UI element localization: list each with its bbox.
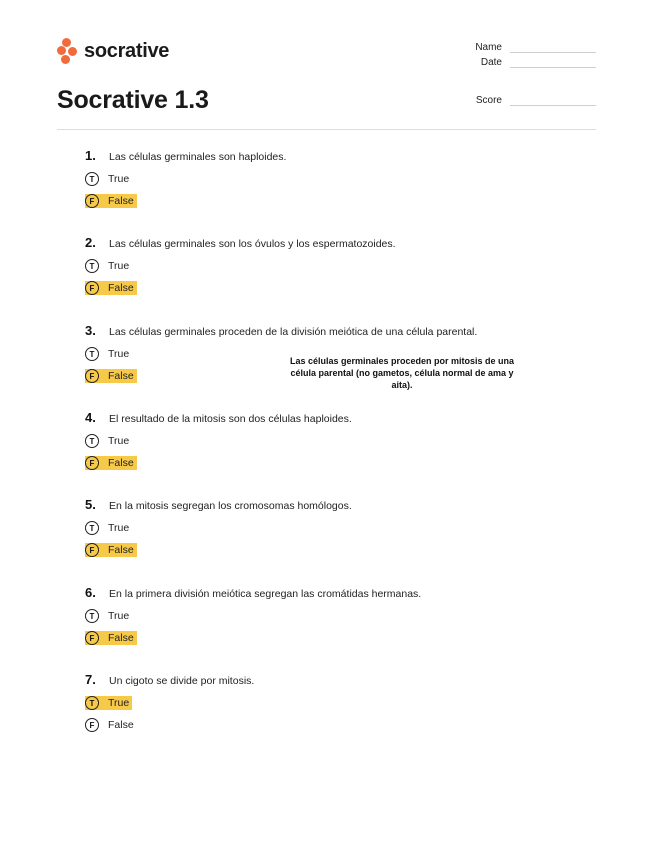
answer-choice[interactable] bbox=[85, 347, 132, 361]
question-text: En la mitosis segregan los cromosomas homólogos. bbox=[109, 500, 352, 512]
answer-option-false[interactable] bbox=[85, 279, 585, 297]
selected-answer-highlight[interactable] bbox=[85, 281, 137, 295]
answer-option-true[interactable] bbox=[85, 519, 585, 537]
question-5 bbox=[85, 497, 585, 559]
answer-letter-badge: F bbox=[85, 543, 99, 557]
answer-option-false[interactable] bbox=[85, 192, 585, 210]
answer-label: False bbox=[108, 632, 134, 644]
answer-label: True bbox=[108, 435, 130, 447]
answer-choice[interactable] bbox=[85, 718, 137, 732]
question-header bbox=[85, 323, 585, 341]
answer-label: True bbox=[108, 173, 130, 185]
question-2 bbox=[85, 235, 585, 297]
answer-label: True bbox=[108, 260, 130, 272]
question-header bbox=[85, 497, 585, 515]
page-title: Socrative 1.3 bbox=[57, 86, 209, 114]
answer-letter-badge: T bbox=[85, 347, 99, 361]
date-field bbox=[442, 57, 596, 68]
score-label: Score bbox=[475, 95, 502, 106]
answer-letter-badge: T bbox=[85, 609, 99, 623]
answer-letter-badge: F bbox=[85, 718, 99, 732]
question-text: Las células germinales son los óvulos y los espermatozoides. bbox=[109, 238, 396, 250]
answer-letter-badge: F bbox=[85, 281, 99, 295]
answer-label: True bbox=[108, 697, 130, 709]
question-header bbox=[85, 235, 585, 253]
answer-letter-badge: T bbox=[85, 172, 99, 186]
question-text: En la primera división meiótica segregan las cromátidas hermanas. bbox=[109, 588, 422, 600]
selected-answer-highlight[interactable] bbox=[85, 696, 132, 710]
answer-choice[interactable] bbox=[85, 434, 132, 448]
answer-label: True bbox=[108, 348, 130, 360]
answer-label: False bbox=[108, 370, 134, 382]
question-number: 5. bbox=[85, 497, 96, 512]
answer-choice[interactable] bbox=[85, 172, 132, 186]
score-field bbox=[442, 95, 596, 106]
question-text: Las células germinales proceden de la división meiótica de una célula parental. bbox=[109, 326, 478, 338]
answer-choice[interactable] bbox=[85, 609, 132, 623]
socrative-logo-icon bbox=[57, 38, 79, 64]
question-number: 2. bbox=[85, 235, 96, 250]
question-header bbox=[85, 585, 585, 603]
logo-wordmark: socrative bbox=[84, 39, 170, 62]
header-divider bbox=[57, 129, 596, 130]
answer-label: False bbox=[108, 719, 134, 731]
selected-answer-highlight[interactable] bbox=[85, 194, 137, 208]
question-header bbox=[85, 672, 585, 690]
selected-answer-highlight[interactable] bbox=[85, 456, 137, 470]
answer-letter-badge: F bbox=[85, 631, 99, 645]
question-number: 3. bbox=[85, 323, 96, 338]
socrative-logo bbox=[57, 38, 169, 64]
question-4 bbox=[85, 410, 585, 472]
name-label: Name bbox=[475, 42, 502, 53]
question-number: 7. bbox=[85, 672, 96, 687]
question-text: Un cigoto se divide por mitosis. bbox=[109, 675, 255, 687]
question-header bbox=[85, 410, 585, 428]
date-line bbox=[510, 59, 596, 68]
answer-choice[interactable] bbox=[85, 259, 132, 273]
selected-answer-highlight[interactable] bbox=[85, 369, 137, 383]
answer-option-true[interactable] bbox=[85, 694, 585, 712]
answer-letter-badge: F bbox=[85, 456, 99, 470]
answer-option-true[interactable] bbox=[85, 432, 585, 450]
answer-label: False bbox=[108, 544, 134, 556]
answer-label: True bbox=[108, 522, 130, 534]
answer-letter-badge: T bbox=[85, 521, 99, 535]
answer-letter-badge: T bbox=[85, 434, 99, 448]
question-6 bbox=[85, 585, 585, 647]
question-header bbox=[85, 148, 585, 166]
answer-label: False bbox=[108, 282, 134, 294]
answer-label: False bbox=[108, 195, 134, 207]
selected-answer-highlight[interactable] bbox=[85, 631, 137, 645]
question-1 bbox=[85, 148, 585, 210]
question-number: 4. bbox=[85, 410, 96, 425]
question-text: Las células germinales son haploides. bbox=[109, 151, 287, 163]
answer-letter-badge: F bbox=[85, 369, 99, 383]
answer-option-false[interactable] bbox=[85, 716, 585, 734]
answer-letter-badge: T bbox=[85, 259, 99, 273]
answer-option-true[interactable] bbox=[85, 170, 585, 188]
question-text: El resultado de la mitosis son dos células haploides. bbox=[109, 413, 352, 425]
score-line bbox=[510, 97, 596, 106]
answer-option-false[interactable] bbox=[85, 629, 585, 647]
answer-option-true[interactable] bbox=[85, 257, 585, 275]
answer-option-true[interactable] bbox=[85, 607, 585, 625]
question-number: 6. bbox=[85, 585, 96, 600]
answer-label: False bbox=[108, 457, 134, 469]
answer-label: True bbox=[108, 610, 130, 622]
feedback-note: Las células germinales proceden por mitosis de una célula parental (no gametos, célula normal de ama y aita). bbox=[289, 356, 515, 390]
name-line bbox=[510, 44, 596, 53]
answer-letter-badge: F bbox=[85, 194, 99, 208]
question-number: 1. bbox=[85, 148, 96, 163]
answer-letter-badge: T bbox=[85, 696, 99, 710]
question-7 bbox=[85, 672, 585, 734]
answer-option-false[interactable] bbox=[85, 541, 585, 559]
name-field bbox=[442, 42, 596, 53]
answer-option-false[interactable] bbox=[85, 454, 585, 472]
answer-choice[interactable] bbox=[85, 521, 132, 535]
selected-answer-highlight[interactable] bbox=[85, 543, 137, 557]
date-label: Date bbox=[480, 57, 502, 68]
